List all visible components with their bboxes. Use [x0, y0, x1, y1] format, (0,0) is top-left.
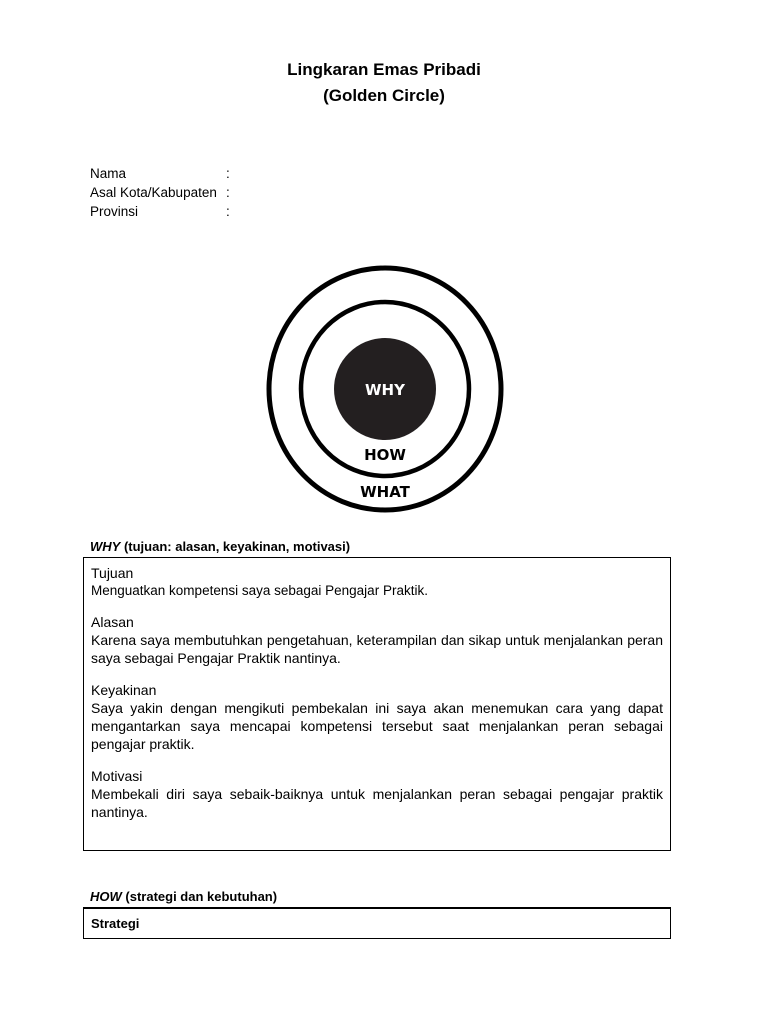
field-nama [90, 164, 236, 183]
how-section-heading [90, 888, 277, 905]
block-text: Menguatkan kompetensi saya sebagai Pengajar Praktik. [91, 583, 428, 598]
document-title: Lingkaran Emas Pribadi [287, 60, 481, 79]
why-block-tujuan [91, 565, 663, 599]
field-colon: : [226, 204, 230, 219]
why-block-motivasi [91, 768, 663, 821]
why-box [83, 557, 671, 851]
how-heading-rest: (strategi dan kebutuhan) [121, 889, 278, 904]
how-box [83, 907, 671, 939]
block-text: Membekali diri saya sebaik-baiknya untuk menjalankan peran sebagai pengajar praktik nantinya. [91, 786, 663, 820]
strategy-label: Strategi [91, 916, 140, 931]
why-heading-rest: (tujuan: alasan, keyakinan, motivasi) [120, 539, 351, 554]
what-label: WHAT [360, 483, 410, 501]
block-title: Tujuan [91, 565, 134, 581]
field-label: Asal Kota/Kabupaten [90, 185, 217, 200]
golden-circle-diagram [265, 264, 505, 514]
why-heading-emphasis: WHY [90, 539, 121, 554]
field-colon: : [226, 166, 230, 181]
block-title: Alasan [91, 614, 134, 630]
block-text: Karena saya membutuhkan pengetahuan, keterampilan dan sikap untuk menjalankan peran saya sebagai Pengajar Praktik nantinya. [91, 632, 663, 666]
field-label: Provinsi [90, 204, 139, 219]
document-subtitle: (Golden Circle) [323, 86, 445, 105]
field-asal-kota [90, 183, 236, 202]
block-title: Motivasi [91, 768, 143, 784]
field-provinsi [90, 202, 236, 221]
field-label: Nama [90, 166, 127, 181]
why-block-alasan [91, 614, 663, 667]
block-title: Keyakinan [91, 682, 157, 698]
why-label: WHY [365, 381, 405, 399]
field-colon: : [226, 185, 230, 200]
block-text: Saya yakin dengan mengikuti pembekalan ini saya akan menemukan cara yang dapat mengantarkan saya mencapai kompetensi tersebut saat menjalankan peran sebagai pengajar praktik. [91, 700, 663, 752]
how-heading-emphasis: HOW [90, 889, 122, 904]
why-block-keyakinan [91, 682, 663, 753]
why-section-heading [90, 538, 350, 555]
how-label: HOW [364, 446, 406, 464]
